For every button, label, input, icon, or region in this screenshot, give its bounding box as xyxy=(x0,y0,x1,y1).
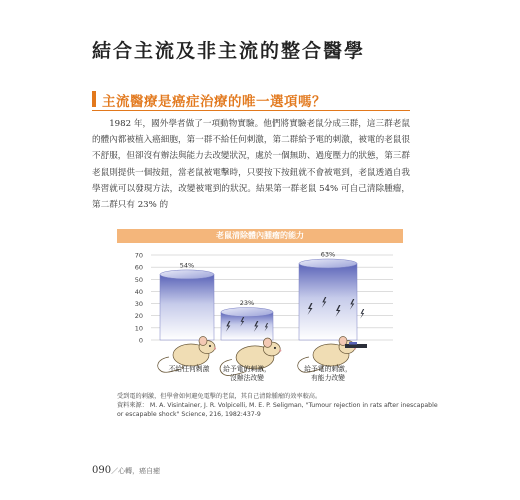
value-label: 54% xyxy=(179,261,195,270)
section-heading-text: 主流醫療是癌症治療的唯一選項嗎？ xyxy=(102,94,326,110)
y-tick-label: 60 xyxy=(134,263,143,272)
bar xyxy=(160,274,214,340)
category-label: 不給任何刺激 xyxy=(168,365,210,373)
chart-area xyxy=(117,243,403,389)
caption-line-2: 資料來源： M. A. Visintainer, J. R. Volpicelli, M. E. P. Seligman, "Tumour rejection in rats after inescapable xyxy=(117,402,438,409)
mouse-nose xyxy=(279,349,281,351)
category-label: 給予電的刺激， xyxy=(304,365,352,373)
bar-top-ellipse xyxy=(160,270,214,279)
figure-title: 老鼠清除體內腫瘤的能力 xyxy=(216,231,304,240)
bar-top-ellipse xyxy=(299,259,357,268)
page-title: 結合主流及非主流的整合醫學 xyxy=(92,40,366,62)
category-label: 沒辦法改變 xyxy=(230,374,264,382)
running-title: 心轉，癌自癒 xyxy=(118,467,161,475)
y-tick-label: 40 xyxy=(134,287,143,296)
section-heading xyxy=(92,90,410,111)
mouse-eye xyxy=(209,345,211,347)
y-tick-label: 20 xyxy=(134,312,143,321)
figure-tumor-clearance xyxy=(117,229,403,389)
y-tick-label: 10 xyxy=(134,324,143,333)
caption-line-1: 受到電的刺激，但學會如何避免電擊的老鼠，其自己清除腫瘤的效率較高。 xyxy=(117,393,322,400)
mouse-ear xyxy=(199,337,207,346)
body-paragraph xyxy=(92,116,410,213)
mouse-ear xyxy=(263,338,271,347)
lightning-bolt-icon xyxy=(360,309,364,319)
footer-separator: ／ xyxy=(111,467,119,475)
value-label: 23% xyxy=(239,299,255,308)
shock-button-top xyxy=(349,342,357,345)
y-tick-label: 50 xyxy=(134,275,143,284)
y-tick-label: 70 xyxy=(134,251,143,260)
y-tick-label: 30 xyxy=(134,300,143,309)
category-label: 給予電的刺激， xyxy=(223,365,271,373)
shock-button xyxy=(345,344,367,348)
mouse-eye xyxy=(274,347,276,349)
section-heading-marker xyxy=(92,91,96,107)
page-footer xyxy=(92,465,160,476)
mouse-nose xyxy=(214,347,216,349)
caption-line-3: or escapable shock" Science, 216, 1982:437-9 xyxy=(117,411,261,418)
y-tick-label: 0 xyxy=(138,336,143,345)
bar-top-ellipse xyxy=(221,308,273,317)
page-number: 090 xyxy=(92,465,112,476)
category-label: 有能力改變 xyxy=(311,374,345,382)
value-label: 63% xyxy=(320,250,336,259)
figure-caption xyxy=(117,392,438,419)
bar xyxy=(299,264,357,341)
paragraph-text: 1982 年，國外學者做了一項動物實驗。他們將實驗老鼠分成三群，這三群老鼠的體內都被植入癌細胞，第一群不給任何刺激，第二群給予電的刺激，被電的老鼠很不舒服，但卻沒有辦法與能力去改變狀況，處於一個無助、過度壓力的狀態，第三群老鼠則提供一個按鈕，當老鼠被電擊時，只要按下按鈕就不會被電到，老鼠透過自我學習就可以發現方法，改變被電到的狀況。結果第一群老鼠 54% 可自己清除腫瘤，第二群只有 23% 的 xyxy=(92,119,410,211)
